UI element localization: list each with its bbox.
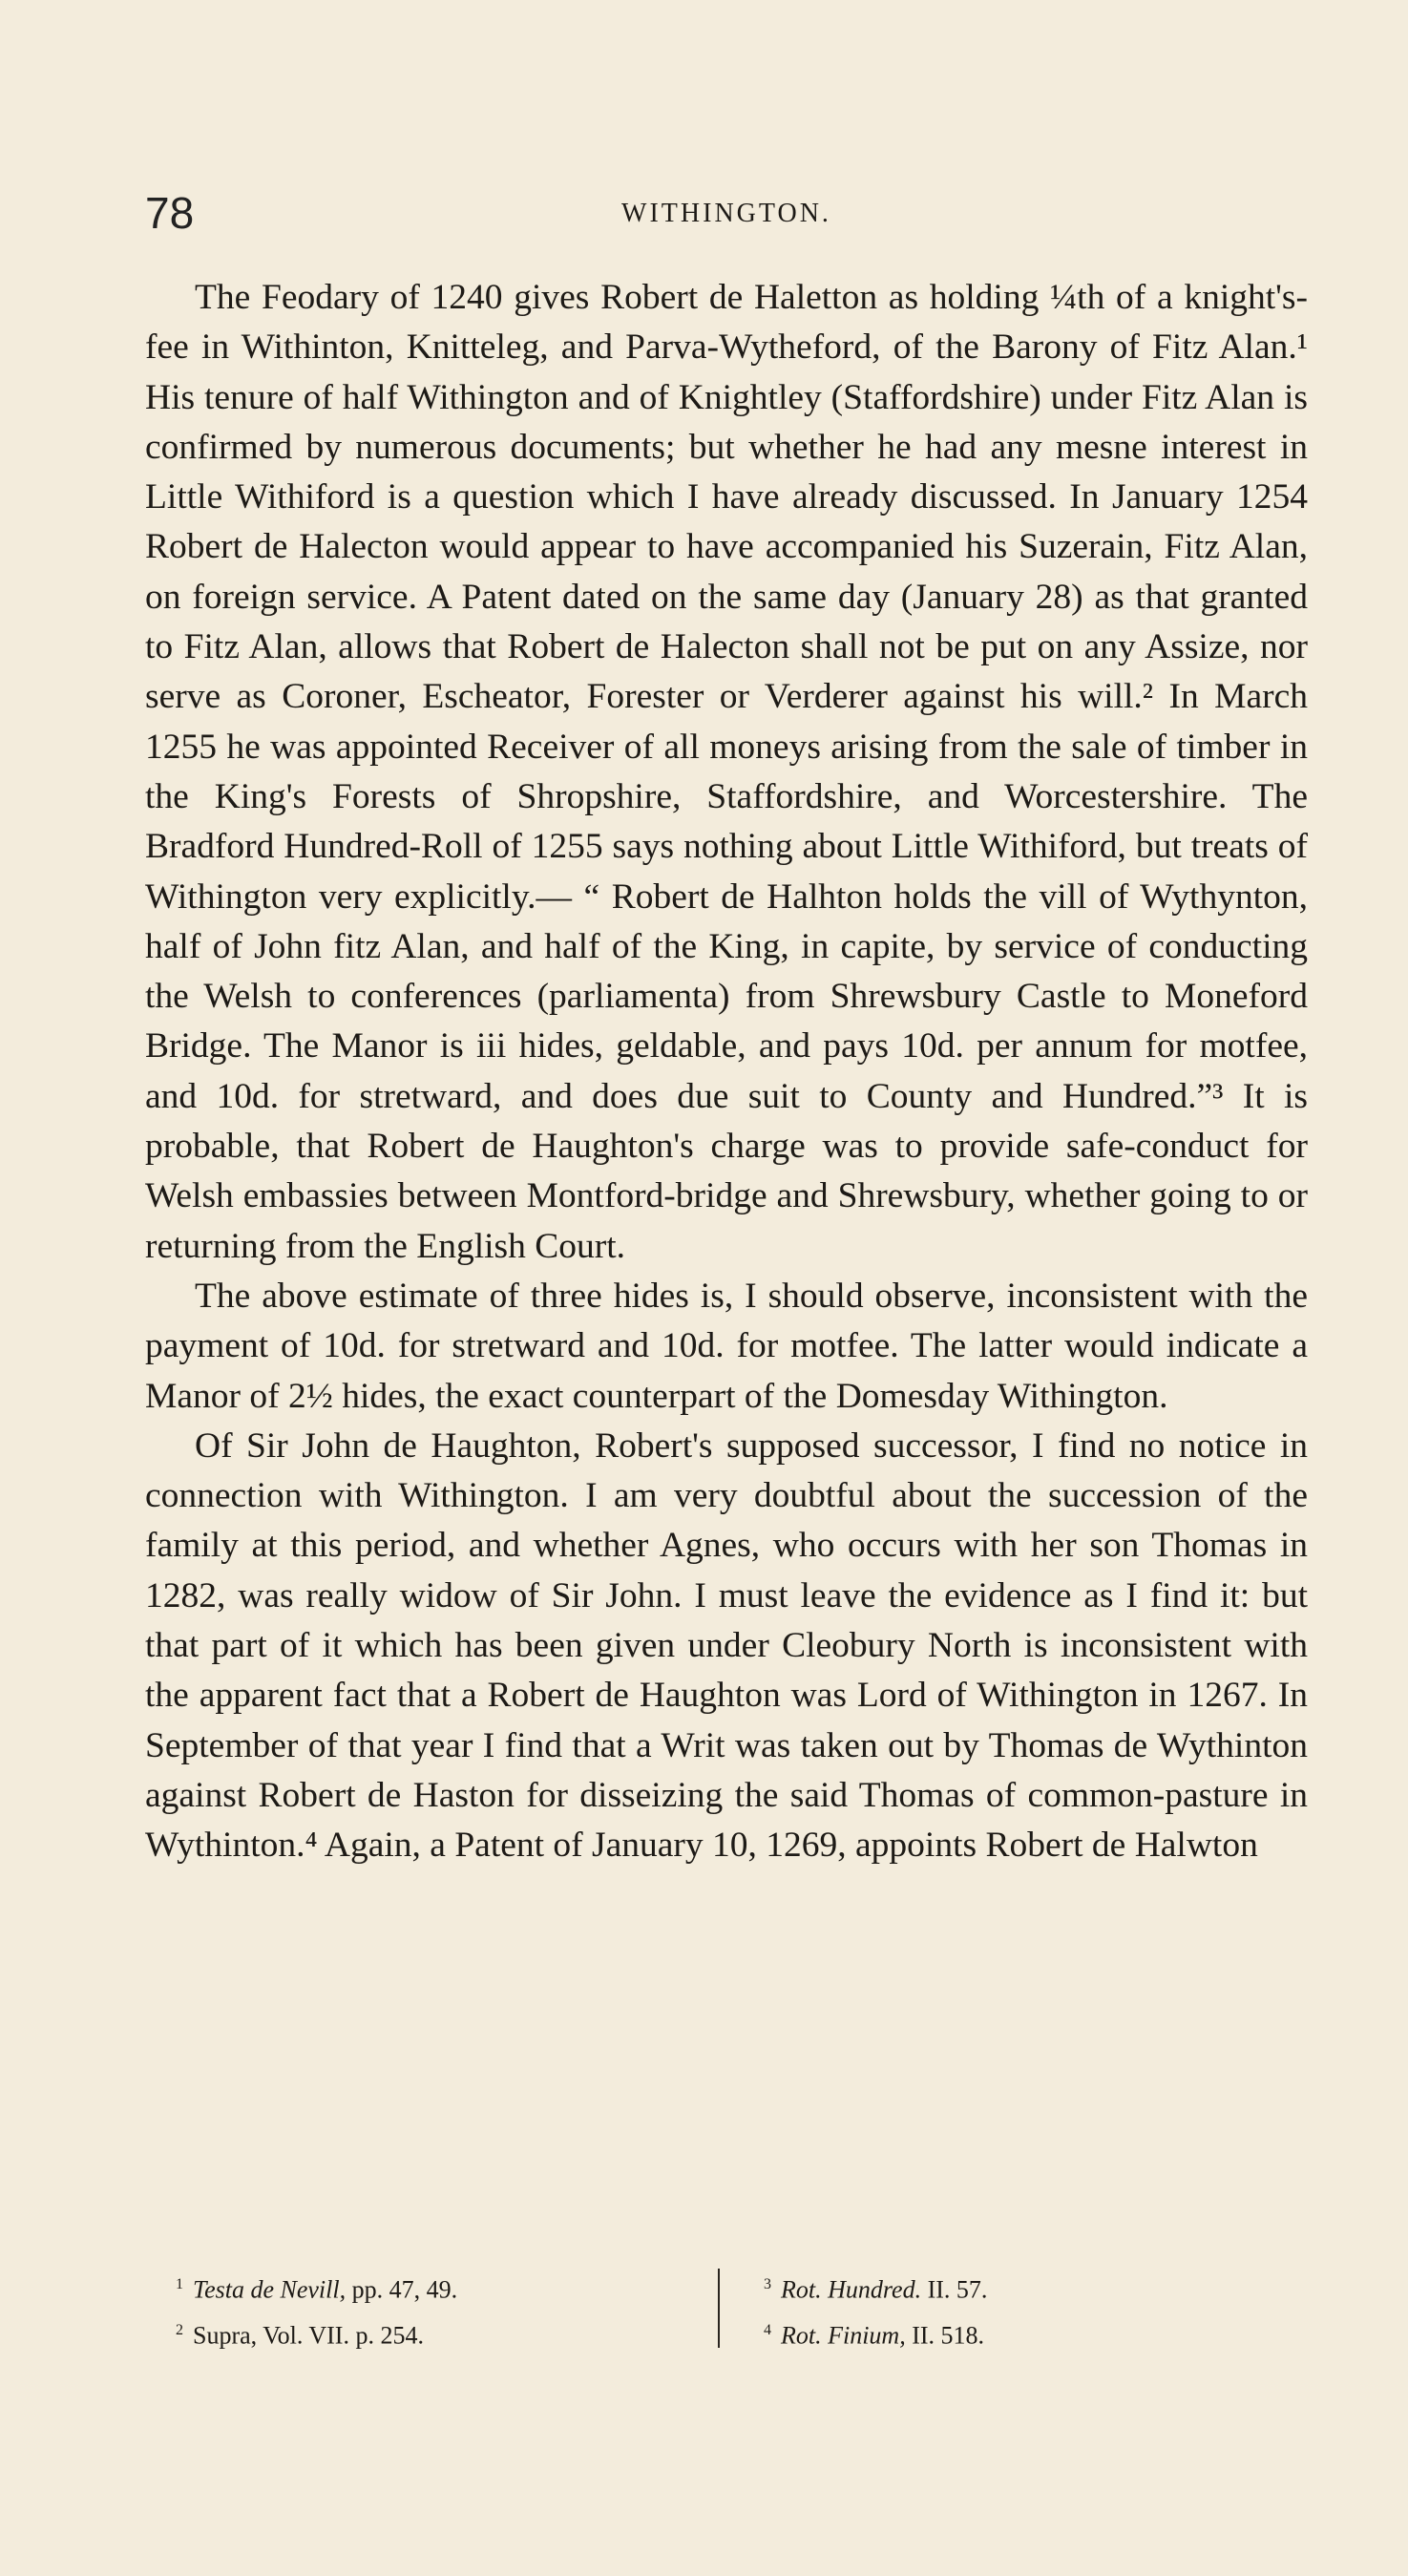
footnote-source: Rot. Hundred. bbox=[781, 2275, 922, 2304]
footnote-source: Rot. Finium, bbox=[781, 2321, 906, 2350]
footnote-detail: pp. 47, 49. bbox=[351, 2275, 458, 2304]
page-header bbox=[145, 187, 1308, 244]
footnotes-left-column bbox=[145, 2265, 718, 2355]
footnote-detail: II. 57. bbox=[927, 2275, 988, 2304]
footnotes-right-column bbox=[720, 2265, 1292, 2355]
footnote-detail: Supra, Vol. VII. p. 254. bbox=[193, 2321, 424, 2350]
footnote-mark: 4 bbox=[764, 2321, 771, 2338]
footnote-mark: 1 bbox=[176, 2276, 183, 2292]
footnote-mark: 2 bbox=[176, 2321, 183, 2338]
footnote-4 bbox=[764, 2311, 1292, 2356]
paragraph-2: The above estimate of three hides is, I should observe, inconsistent with the payment of 10d. for stretward and 10d. for motfee. The latter would indicate a Manor of 2½ hides, the exact counterpart of the Domesday Withington. bbox=[145, 1276, 1308, 1416]
footnote-3 bbox=[764, 2265, 1292, 2311]
footnote-detail: II. 518. bbox=[912, 2321, 985, 2350]
page-number: 78 bbox=[145, 188, 195, 238]
footnote-mark: 3 bbox=[764, 2276, 771, 2292]
footnote-source: Testa de Nevill, bbox=[193, 2275, 347, 2304]
footnotes bbox=[145, 2265, 1308, 2355]
paragraph-1: The Feodary of 1240 gives Robert de Haletton as holding ¼th of a knight's-fee in Withinton, Knitteleg, and Parva-Wytheford, of the Barony of Fitz Alan.¹ His tenure of half Withington and of Knightley (Staffordshire) under Fitz Alan is confirmed by numerous documents; but whether he had any mesne interest in Little Withiford is a question which I have already discussed. In January 1254 Robert de Halecton would appear to have accompanied his Suzerain, Fitz Alan, on foreign service. A Patent dated on the same day (January 28) as that granted to Fitz Alan, allows that Robert de Halecton shall not be put on any Assize, nor serve as Coroner, Escheator, Forester or Verderer against his will.² In March 1255 he was appointed Receiver of all moneys arising from the sale of timber in the King's Forests of Shropshire, Staffordshire, and Worcestershire. The Bradford Hundred-Roll of 1255 says nothing about Little Withiford, but treats of Withington very explicitly.— “ Robert de Halhton holds the vill of Wythynton, half of John fitz Alan, and half of the King, in capite, by service of conducting the Welsh to conferences (parliamenta) from Shrewsbury Castle to Moneford Bridge. The Manor is iii hides, geldable, and pays 10d. per annum for motfee, and 10d. for stretward, and does due suit to County and Hundred.”³ It is probable, that Robert de Haughton's charge was to provide safe-conduct for Welsh embassies between Montford-bridge and Shrewsbury, whether going to or returning from the English Court. bbox=[145, 278, 1308, 1266]
footnote-2 bbox=[176, 2311, 718, 2356]
paragraph-3: Of Sir John de Haughton, Robert's supposed successor, I find no notice in connection with Withington. I am very doubtful about the succession of the family at this period, and whether Agnes, who occurs with her son Thomas in 1282, was really widow of Sir John. I must leave the evidence as I find it: but that part of it which has been given under Cleobury North is inconsistent with the apparent fact that a Robert de Haughton was Lord of Withington in 1267. In September of that year I find that a Writ was taken out by Thomas de Wythinton against Robert de Haston for disseizing the said Thomas of common-pasture in Wythinton.⁴ Again, a Patent of January 10, 1269, appoints Robert de Halwton bbox=[145, 1425, 1308, 1866]
running-title: WITHINGTON. bbox=[621, 199, 831, 228]
footnote-1 bbox=[176, 2265, 718, 2311]
body-text bbox=[145, 273, 1308, 1871]
